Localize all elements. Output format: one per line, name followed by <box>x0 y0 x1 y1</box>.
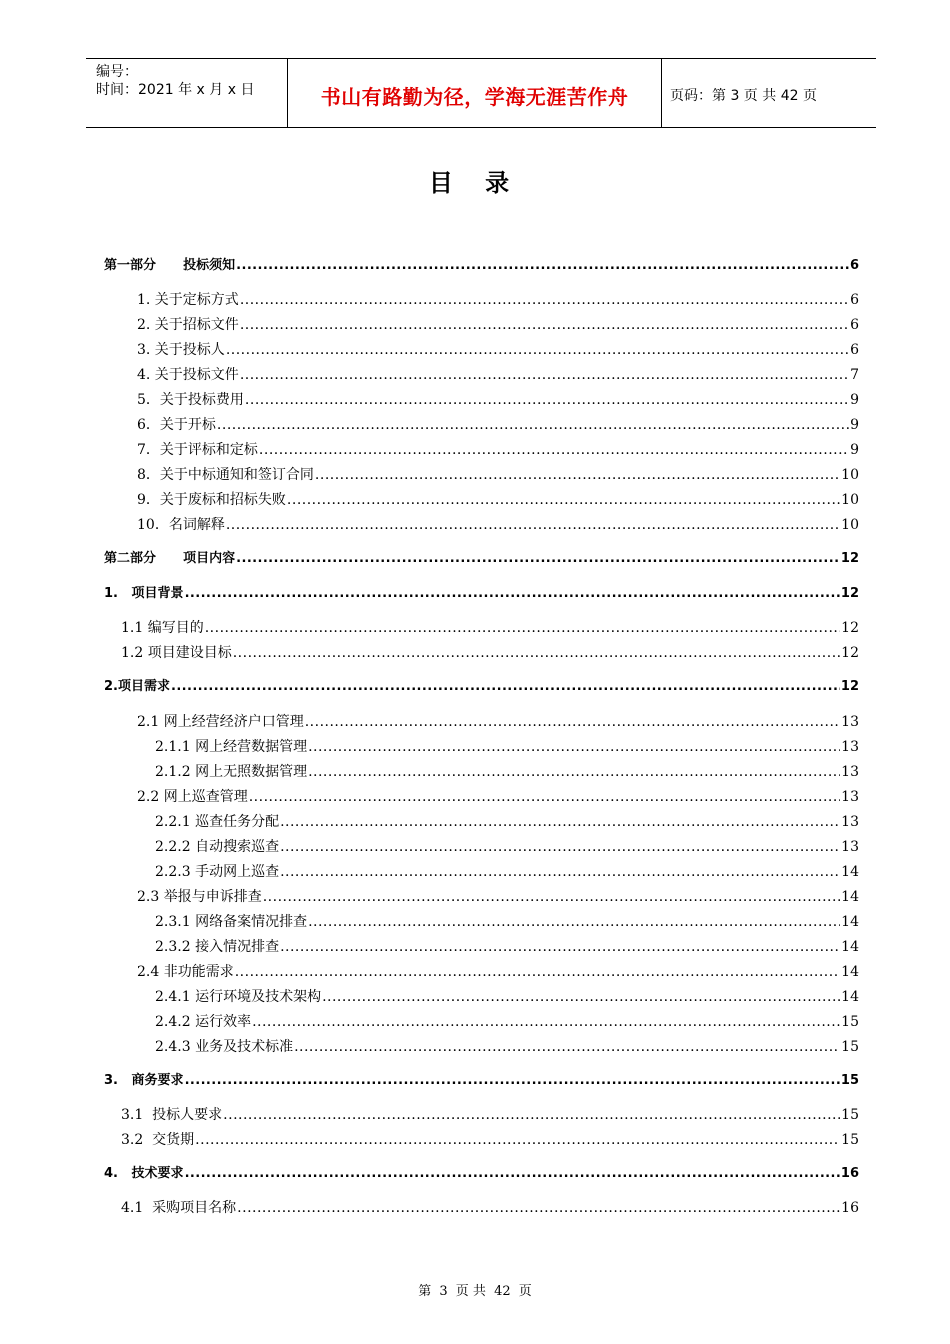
toc-entry-page: 6 <box>850 292 859 308</box>
toc-leader-dots <box>280 812 840 832</box>
toc-entry-label: 2.3.1 网络备案情况排查 <box>155 914 308 930</box>
toc-entry-label: 2.4.1 运行环境及技术架构 <box>155 989 322 1005</box>
toc-entry-page: 9 <box>850 417 859 433</box>
toc-entry-page: 14 <box>841 989 859 1005</box>
toc-leader-dots <box>280 837 840 857</box>
toc-leader-dots <box>237 1198 840 1218</box>
toc-leader-dots <box>171 677 840 697</box>
toc-leader-dots <box>308 762 840 782</box>
page-header <box>86 58 876 128</box>
toc-entry-page: 10 <box>841 517 859 533</box>
footer-prefix: 第 <box>418 1284 432 1299</box>
toc-entry-label: 2.1.1 网上经营数据管理 <box>155 739 308 755</box>
header-meta <box>96 63 254 99</box>
toc-entry-label: 2.4.3 业务及技术标准 <box>155 1039 294 1055</box>
toc-entry[interactable] <box>137 415 859 435</box>
toc-entry-label: 5．关于投标费用 <box>137 392 244 408</box>
toc-leader-dots <box>287 490 840 510</box>
toc-leader-dots <box>280 862 840 882</box>
toc-entry-label: 2.1 网上经营经济户口管理 <box>137 714 304 730</box>
header-motto: 书山有路勤为径，学海无涯苦作舟 <box>320 85 629 109</box>
toc-entry[interactable] <box>104 677 859 697</box>
toc-entry-page: 13 <box>841 764 859 780</box>
toc-entry-label: 9．关于废标和招标失败 <box>137 492 286 508</box>
toc-entry-page: 16 <box>840 1166 859 1181</box>
toc-leader-dots <box>245 390 849 410</box>
toc-leader-dots <box>322 987 840 1007</box>
toc-entry[interactable] <box>137 390 859 410</box>
toc-entry[interactable] <box>155 937 859 957</box>
toc-entry-label: 1. 关于定标方式 <box>137 292 239 308</box>
toc-leader-dots <box>240 315 849 335</box>
toc-entry-page: 14 <box>841 939 859 955</box>
toc-entry-label: 2.2.3 手动网上巡查 <box>155 864 280 880</box>
toc-entry[interactable] <box>121 618 859 638</box>
toc-entry[interactable] <box>121 643 859 663</box>
toc-entry[interactable] <box>104 256 859 276</box>
toc-entry[interactable] <box>155 1037 859 1057</box>
toc-entry[interactable] <box>104 549 859 569</box>
footer-suffix: 页 <box>518 1284 532 1299</box>
toc-entry-page: 13 <box>841 739 859 755</box>
header-page-info: 页码：第 3 页 共 42 页 <box>670 88 817 104</box>
toc-entry-page: 16 <box>841 1200 859 1216</box>
toc-leader-dots <box>305 712 840 732</box>
toc-entry-page: 13 <box>841 714 859 730</box>
toc-entry[interactable] <box>137 490 859 510</box>
toc-entry-page: 13 <box>841 789 859 805</box>
toc-leader-dots <box>205 618 840 638</box>
toc-leader-dots <box>240 365 849 385</box>
toc-entry-page: 12 <box>840 679 859 694</box>
toc-entry-label: 6．关于开标 <box>137 417 216 433</box>
footer-current-page: 3 <box>439 1284 448 1299</box>
footer-total-pages: 42 <box>494 1284 511 1299</box>
toc-entry-page: 12 <box>841 620 859 636</box>
toc-leader-dots <box>235 962 840 982</box>
toc-entry[interactable] <box>121 1105 859 1125</box>
toc-leader-dots <box>315 465 840 485</box>
toc-entry[interactable] <box>104 1071 859 1091</box>
toc-entry-label: 1. 项目背景 <box>104 586 184 601</box>
toc-entry-label: 2.4 非功能需求 <box>137 964 234 980</box>
toc-leader-dots <box>252 1012 840 1032</box>
toc-entry[interactable] <box>155 1012 859 1032</box>
toc-entry[interactable] <box>137 365 859 385</box>
toc-entry-page: 9 <box>850 442 859 458</box>
toc-entry-page: 15 <box>841 1132 859 1148</box>
toc-entry[interactable] <box>137 515 859 535</box>
toc-entry[interactable] <box>155 812 859 832</box>
toc-entry[interactable] <box>155 762 859 782</box>
toc-entry[interactable] <box>137 787 859 807</box>
toc-leader-dots <box>226 340 849 360</box>
toc-entry-page: 10 <box>841 467 859 483</box>
toc-entry-page: 9 <box>850 392 859 408</box>
toc-entry[interactable] <box>137 887 859 907</box>
toc-entry-label: 2.3.2 接入情况排查 <box>155 939 280 955</box>
toc-leader-dots <box>185 1071 840 1091</box>
toc-leader-dots <box>294 1037 840 1057</box>
toc-entry[interactable] <box>155 987 859 1007</box>
toc-entry-page: 6 <box>850 342 859 358</box>
header-divider <box>661 59 662 127</box>
toc-entry-label: 2.项目需求 <box>104 679 170 694</box>
document-title: 目 录 <box>428 169 522 197</box>
toc-leader-dots <box>185 584 840 604</box>
toc-entry[interactable] <box>137 290 859 310</box>
toc-entry-label: 7．关于评标和定标 <box>137 442 258 458</box>
toc-entry-label: 3.1 投标人要求 <box>121 1107 223 1123</box>
toc-entry-label: 第二部分 项目内容 <box>104 551 236 566</box>
toc-entry-page: 6 <box>850 317 859 333</box>
toc-leader-dots <box>236 256 849 276</box>
toc-entry-label: 3.2 交货期 <box>121 1132 195 1148</box>
toc-entry-page: 15 <box>841 1039 859 1055</box>
toc-entry[interactable] <box>137 962 859 982</box>
toc-entry-page: 15 <box>841 1014 859 1030</box>
toc-entry-label: 2.2 网上巡查管理 <box>137 789 248 805</box>
toc-entry[interactable] <box>104 1164 859 1184</box>
toc-entry-page: 14 <box>841 864 859 880</box>
toc-leader-dots <box>240 290 849 310</box>
toc-entry[interactable] <box>121 1198 859 1218</box>
header-time-label: 时间：2021 年 x 月 x 日 <box>96 82 255 98</box>
toc-entry-label: 3. 商务要求 <box>104 1073 184 1088</box>
toc-entry-page: 6 <box>849 258 859 273</box>
toc-leader-dots <box>263 887 840 907</box>
toc-entry-label: 4.1 采购项目名称 <box>121 1200 237 1216</box>
toc-leader-dots <box>226 515 840 535</box>
toc-leader-dots <box>308 912 840 932</box>
toc-entry[interactable] <box>155 837 859 857</box>
toc-leader-dots <box>308 737 840 757</box>
toc-leader-dots <box>223 1105 840 1125</box>
toc-entry[interactable] <box>121 1130 859 1150</box>
toc-entry-page: 7 <box>850 367 859 383</box>
toc-entry[interactable] <box>137 440 859 460</box>
toc-entry-label: 2.1.2 网上无照数据管理 <box>155 764 308 780</box>
toc-entry-page: 15 <box>841 1107 859 1123</box>
toc-entry-page: 14 <box>841 964 859 980</box>
toc-leader-dots <box>217 415 849 435</box>
toc-entry-label: 2.2.1 巡查任务分配 <box>155 814 280 830</box>
toc-leader-dots <box>236 549 840 569</box>
toc-entry-label: 1.1 编写目的 <box>121 620 204 636</box>
toc-leader-dots <box>259 440 849 460</box>
toc-leader-dots <box>233 643 840 663</box>
toc-entry-page: 12 <box>840 586 859 601</box>
toc-entry[interactable] <box>137 465 859 485</box>
toc-entry-page: 13 <box>841 814 859 830</box>
toc-entry-label: 2.2.2 自动搜索巡查 <box>155 839 280 855</box>
header-number-label: 编号： <box>96 64 138 80</box>
toc-entry[interactable] <box>137 712 859 732</box>
toc-entry-page: 10 <box>841 492 859 508</box>
toc-entry-label: 2.3 举报与申诉排查 <box>137 889 262 905</box>
toc-entry-page: 13 <box>841 839 859 855</box>
toc-entry-label: 4. 技术要求 <box>104 1166 184 1181</box>
toc-entry-label: 第一部分 投标须知 <box>104 258 236 273</box>
toc-entry-page: 15 <box>840 1073 859 1088</box>
toc-entry-label: 2. 关于招标文件 <box>137 317 239 333</box>
toc-leader-dots <box>280 937 840 957</box>
toc-entry[interactable] <box>155 862 859 882</box>
toc-leader-dots <box>249 787 840 807</box>
toc-leader-dots <box>185 1164 840 1184</box>
toc-entry[interactable] <box>104 584 859 604</box>
toc-entry-page: 14 <box>841 889 859 905</box>
toc-entry-label: 10．名词解释 <box>137 517 225 533</box>
toc-entry[interactable] <box>137 340 859 360</box>
toc-entry-page: 14 <box>841 914 859 930</box>
footer-middle: 页 共 <box>455 1284 486 1299</box>
toc-leader-dots <box>195 1130 840 1150</box>
toc-entry-label: 4. 关于投标文件 <box>137 367 239 383</box>
toc-entry[interactable] <box>137 315 859 335</box>
toc-entry[interactable] <box>155 912 859 932</box>
toc-entry-label: 1.2 项目建设目标 <box>121 645 232 661</box>
toc-entry-label: 8．关于中标通知和签订合同 <box>137 467 314 483</box>
toc-entry-label: 3. 关于投标人 <box>137 342 225 358</box>
toc-entry-label: 2.4.2 运行效率 <box>155 1014 252 1030</box>
toc-entry[interactable] <box>155 737 859 757</box>
toc-entry-page: 12 <box>840 551 859 566</box>
page-footer <box>0 1280 950 1299</box>
toc-entry-page: 12 <box>841 645 859 661</box>
